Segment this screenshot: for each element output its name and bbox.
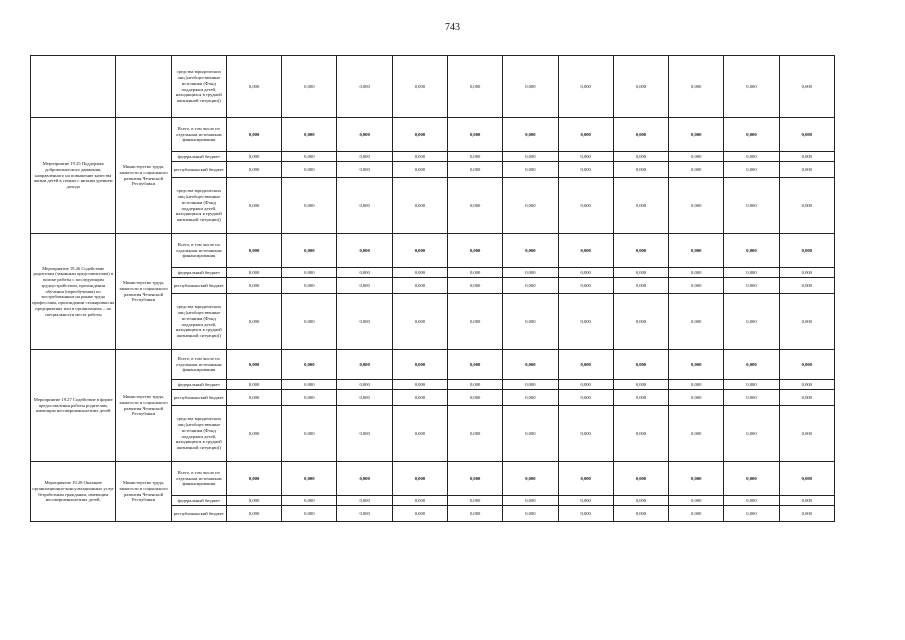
value-cell: 0,000 (448, 294, 503, 350)
value-cell: 0,000 (282, 152, 337, 162)
value-cell: 0,000 (779, 496, 834, 506)
funding-source-cell: республиканский бюджет (171, 506, 226, 522)
value-cell: 0,000 (282, 462, 337, 496)
value-cell: 0,000 (503, 268, 558, 278)
value-cell: 0,000 (558, 462, 613, 496)
value-cell: 0,000 (669, 178, 724, 234)
value-cell: 0,000 (613, 278, 668, 294)
value-cell: 0,000 (282, 350, 337, 380)
funding-source-cell: республиканский бюджет (171, 162, 226, 178)
value-cell: 0,000 (337, 294, 392, 350)
value-cell: 0,000 (724, 294, 779, 350)
event-name-cell: Мероприятие 19.28 Оказание организационно-консультационных услуг безработным гражданам, имеющим несовершеннолетних детей, (31, 462, 116, 522)
value-cell: 0,000 (503, 278, 558, 294)
table-row (31, 350, 835, 380)
funding-source-cell: средства юридических лиц (необщественные источники (Фонд поддержки детей, находящихся в трудной жизненной ситуации)) (171, 294, 226, 350)
value-cell: 0,000 (558, 350, 613, 380)
value-cell: 0,000 (448, 390, 503, 406)
value-cell: 0,000 (392, 406, 447, 462)
value-cell: 0,000 (282, 234, 337, 268)
table-body (31, 56, 835, 522)
value-cell: 0,000 (503, 152, 558, 162)
funding-source-cell: Всего, в том числе по отдельным источникам финансирования (171, 350, 226, 380)
value-cell: 0,000 (337, 178, 392, 234)
table-row (31, 462, 835, 496)
value-cell: 0,000 (613, 496, 668, 506)
value-cell: 0,000 (448, 234, 503, 268)
responsible-cell: Министерство труда, занятости и социального развития Чеченской Республики (116, 118, 171, 234)
value-cell: 0,000 (226, 56, 281, 118)
value-cell: 0,000 (503, 350, 558, 380)
value-cell: 0,000 (613, 152, 668, 162)
funding-source-cell: федеральный бюджет (171, 152, 226, 162)
value-cell: 0,000 (558, 268, 613, 278)
funding-source-cell: Всего, в том числе по отдельным источникам финансирования (171, 462, 226, 496)
value-cell: 0,000 (282, 496, 337, 506)
value-cell: 0,000 (558, 294, 613, 350)
value-cell: 0,000 (503, 118, 558, 152)
value-cell: 0,000 (558, 178, 613, 234)
value-cell: 0,000 (669, 496, 724, 506)
value-cell: 0,000 (669, 350, 724, 380)
value-cell: 0,000 (669, 268, 724, 278)
value-cell: 0,000 (392, 390, 447, 406)
table-row (31, 56, 835, 118)
page-number: 743 (445, 22, 460, 33)
value-cell: 0,000 (669, 278, 724, 294)
value-cell: 0,000 (724, 118, 779, 152)
value-cell: 0,000 (669, 462, 724, 496)
value-cell: 0,000 (779, 506, 834, 522)
value-cell: 0,000 (503, 496, 558, 506)
value-cell: 0,000 (282, 268, 337, 278)
value-cell: 0,000 (779, 162, 834, 178)
value-cell: 0,000 (503, 506, 558, 522)
value-cell: 0,000 (337, 234, 392, 268)
value-cell: 0,000 (503, 462, 558, 496)
value-cell: 0,000 (503, 56, 558, 118)
value-cell: 0,000 (613, 506, 668, 522)
value-cell: 0,000 (724, 178, 779, 234)
value-cell: 0,000 (226, 496, 281, 506)
value-cell: 0,000 (448, 462, 503, 496)
value-cell: 0,000 (337, 56, 392, 118)
value-cell: 0,000 (337, 462, 392, 496)
value-cell: 0,000 (669, 56, 724, 118)
value-cell: 0,000 (669, 390, 724, 406)
value-cell: 0,000 (282, 278, 337, 294)
value-cell: 0,000 (779, 56, 834, 118)
responsible-cell: Министерство труда, занятости и социального развития Чеченской Республики (116, 462, 171, 522)
value-cell: 0,000 (724, 56, 779, 118)
table-row (31, 118, 835, 152)
value-cell: 0,000 (226, 118, 281, 152)
value-cell: 0,000 (282, 406, 337, 462)
event-name-cell: Мероприятие 19.26 Содействие родителям (законным представителям) в поиске работы с последующим трудоустройством, прохождении обучения (переобучения) по востребованным на рынке труда профессиям, прохождении стажировки на предприятиях или в организациях – по специальности места работы (31, 234, 116, 350)
value-cell: 0,000 (337, 162, 392, 178)
value-cell: 0,000 (282, 56, 337, 118)
value-cell: 0,000 (779, 380, 834, 390)
value-cell: 0,000 (724, 268, 779, 278)
value-cell: 0,000 (558, 162, 613, 178)
value-cell: 0,000 (779, 268, 834, 278)
value-cell: 0,000 (392, 380, 447, 390)
value-cell: 0,000 (282, 162, 337, 178)
value-cell: 0,000 (392, 56, 447, 118)
value-cell: 0,000 (392, 178, 447, 234)
value-cell: 0,000 (724, 496, 779, 506)
event-name-cell (31, 56, 116, 118)
value-cell: 0,000 (724, 380, 779, 390)
value-cell: 0,000 (613, 406, 668, 462)
value-cell: 0,000 (448, 268, 503, 278)
value-cell: 0,000 (226, 162, 281, 178)
funding-source-cell: Всего, в том числе по отдельным источникам финансирования (171, 118, 226, 152)
value-cell: 0,000 (724, 506, 779, 522)
funding-source-cell: республиканский бюджет (171, 278, 226, 294)
value-cell: 0,000 (669, 406, 724, 462)
value-cell: 0,000 (448, 152, 503, 162)
value-cell: 0,000 (724, 162, 779, 178)
value-cell: 0,000 (392, 268, 447, 278)
value-cell: 0,000 (226, 278, 281, 294)
value-cell: 0,000 (613, 162, 668, 178)
value-cell: 0,000 (337, 506, 392, 522)
value-cell: 0,000 (503, 162, 558, 178)
value-cell: 0,000 (337, 278, 392, 294)
responsible-cell: Министерство труда, занятости и социального развития Чеченской Республики (116, 234, 171, 350)
financing-table (30, 55, 835, 522)
value-cell: 0,000 (558, 234, 613, 268)
value-cell: 0,000 (613, 350, 668, 380)
value-cell: 0,000 (779, 152, 834, 162)
funding-source-cell: федеральный бюджет (171, 496, 226, 506)
value-cell: 0,000 (558, 118, 613, 152)
value-cell: 0,000 (503, 406, 558, 462)
value-cell: 0,000 (613, 234, 668, 268)
value-cell: 0,000 (226, 380, 281, 390)
value-cell: 0,000 (337, 350, 392, 380)
value-cell: 0,000 (669, 152, 724, 162)
value-cell: 0,000 (669, 380, 724, 390)
value-cell: 0,000 (558, 56, 613, 118)
value-cell: 0,000 (337, 118, 392, 152)
value-cell: 0,000 (448, 178, 503, 234)
value-cell: 0,000 (282, 380, 337, 390)
value-cell: 0,000 (392, 162, 447, 178)
value-cell: 0,000 (558, 496, 613, 506)
value-cell: 0,000 (724, 462, 779, 496)
funding-source-cell: Всего, в том числе по отдельным источникам финансирования (171, 234, 226, 268)
value-cell: 0,000 (779, 178, 834, 234)
value-cell: 0,000 (613, 294, 668, 350)
funding-source-cell: средства юридических лиц (необщественные источники (Фонд поддержки детей, находящихся в трудной жизненной ситуации)) (171, 178, 226, 234)
value-cell: 0,000 (392, 294, 447, 350)
event-name-cell: Мероприятие 19.27 Содействие в форме предоставления работы родителям, имеющим несовершеннолетних детей (31, 350, 116, 462)
value-cell: 0,000 (613, 178, 668, 234)
value-cell: 0,000 (337, 152, 392, 162)
value-cell: 0,000 (724, 152, 779, 162)
value-cell: 0,000 (613, 118, 668, 152)
value-cell: 0,000 (669, 234, 724, 268)
value-cell: 0,000 (779, 390, 834, 406)
value-cell: 0,000 (337, 268, 392, 278)
value-cell: 0,000 (392, 506, 447, 522)
value-cell: 0,000 (392, 234, 447, 268)
responsible-cell: Министерство труда, занятости и социального развития Чеченской Республики (116, 350, 171, 462)
value-cell: 0,000 (613, 380, 668, 390)
value-cell: 0,000 (226, 390, 281, 406)
value-cell: 0,000 (503, 234, 558, 268)
value-cell: 0,000 (503, 178, 558, 234)
event-name-cell: Мероприятие 19.25 Поддержка добровольческого движения, направленного на повышение качества жизни детей в семьях с низким уровнем дохода (31, 118, 116, 234)
value-cell: 0,000 (392, 278, 447, 294)
value-cell: 0,000 (282, 506, 337, 522)
value-cell: 0,000 (503, 380, 558, 390)
value-cell: 0,000 (613, 390, 668, 406)
value-cell: 0,000 (282, 294, 337, 350)
value-cell: 0,000 (724, 390, 779, 406)
funding-source-cell: республиканский бюджет (171, 390, 226, 406)
value-cell: 0,000 (448, 506, 503, 522)
value-cell: 0,000 (337, 380, 392, 390)
table-row (31, 234, 835, 268)
funding-source-cell: федеральный бюджет (171, 380, 226, 390)
value-cell: 0,000 (669, 506, 724, 522)
value-cell: 0,000 (226, 462, 281, 496)
responsible-cell (116, 56, 171, 118)
value-cell: 0,000 (226, 406, 281, 462)
value-cell: 0,000 (226, 268, 281, 278)
value-cell: 0,000 (779, 294, 834, 350)
value-cell: 0,000 (226, 152, 281, 162)
funding-source-cell: средства юридических лиц (необщественные источники (Фонд поддержки детей, находящихся в трудной жизненной ситуации)) (171, 56, 226, 118)
value-cell: 0,000 (724, 406, 779, 462)
value-cell: 0,000 (558, 406, 613, 462)
value-cell: 0,000 (392, 462, 447, 496)
value-cell: 0,000 (226, 294, 281, 350)
value-cell: 0,000 (226, 178, 281, 234)
value-cell: 0,000 (779, 350, 834, 380)
value-cell: 0,000 (613, 268, 668, 278)
value-cell: 0,000 (724, 234, 779, 268)
value-cell: 0,000 (448, 406, 503, 462)
value-cell: 0,000 (392, 118, 447, 152)
funding-source-cell: федеральный бюджет (171, 268, 226, 278)
value-cell: 0,000 (558, 278, 613, 294)
value-cell: 0,000 (448, 278, 503, 294)
value-cell: 0,000 (669, 294, 724, 350)
value-cell: 0,000 (282, 118, 337, 152)
value-cell: 0,000 (226, 234, 281, 268)
value-cell: 0,000 (226, 506, 281, 522)
value-cell: 0,000 (337, 406, 392, 462)
value-cell: 0,000 (448, 56, 503, 118)
funding-source-cell: средства юридических лиц (необщественные источники (Фонд поддержки детей, находящихся в трудной жизненной ситуации)) (171, 406, 226, 462)
value-cell: 0,000 (448, 350, 503, 380)
value-cell: 0,000 (392, 496, 447, 506)
value-cell: 0,000 (503, 294, 558, 350)
value-cell: 0,000 (448, 162, 503, 178)
value-cell: 0,000 (282, 390, 337, 406)
value-cell: 0,000 (392, 152, 447, 162)
value-cell: 0,000 (226, 350, 281, 380)
value-cell: 0,000 (282, 178, 337, 234)
value-cell: 0,000 (724, 278, 779, 294)
value-cell: 0,000 (558, 380, 613, 390)
value-cell: 0,000 (337, 390, 392, 406)
value-cell: 0,000 (503, 390, 558, 406)
value-cell: 0,000 (613, 56, 668, 118)
value-cell: 0,000 (613, 462, 668, 496)
value-cell: 0,000 (448, 118, 503, 152)
value-cell: 0,000 (779, 406, 834, 462)
value-cell: 0,000 (448, 380, 503, 390)
value-cell: 0,000 (558, 152, 613, 162)
value-cell: 0,000 (337, 496, 392, 506)
value-cell: 0,000 (669, 118, 724, 152)
value-cell: 0,000 (558, 506, 613, 522)
value-cell: 0,000 (448, 496, 503, 506)
value-cell: 0,000 (724, 350, 779, 380)
value-cell: 0,000 (779, 234, 834, 268)
value-cell: 0,000 (779, 278, 834, 294)
value-cell: 0,000 (669, 162, 724, 178)
value-cell: 0,000 (558, 390, 613, 406)
value-cell: 0,000 (392, 350, 447, 380)
value-cell: 0,000 (779, 462, 834, 496)
value-cell: 0,000 (779, 118, 834, 152)
